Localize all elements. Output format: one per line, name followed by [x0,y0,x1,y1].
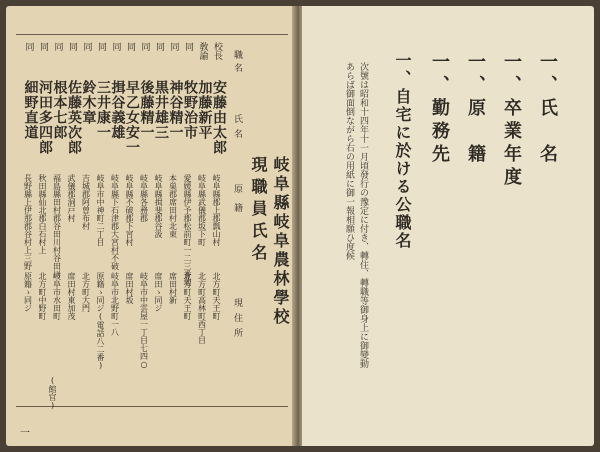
staff-residence: 原籍ゝ同ジ [23,272,33,312]
staff-residence: 席田ゝ同ジ [154,272,163,312]
staff-name: 三井康一 [95,80,111,140]
paren-note: (館官) [48,376,57,410]
staff-origin: 岐阜縣各務郡 [139,174,149,222]
staff-residence: 岐阜市中雲屋一丁目七四○ [139,272,149,369]
staff-title: 同 [81,42,92,51]
note-line-2: あらば御面倒ながら右の用紙に御一報相願ひ度候 [344,62,354,260]
staff-name: 安藤由太郎 [211,80,227,155]
staff-name: 根本七郎 [51,80,68,140]
staff-title: 同 [125,42,135,51]
staff-title: 同 [139,42,150,51]
staff-title: 同 [154,42,164,51]
staff-title: 同 [168,42,179,51]
staff-origin: 岐阜縣郡上郡瓢山村 [212,174,221,246]
staff-title: 同 [38,42,48,51]
staff-origin: 本巣郡席田村北東 [168,174,178,238]
header-name: 氏名 [232,114,242,144]
staff-origin: 岐阜縣武儀郡坂下町 [197,174,207,246]
header-role: 職名 [232,50,242,76]
staff-origin: 岐阜縣揖斐郡谷汲 [154,174,163,238]
staff-title: 同 [96,42,106,51]
staff-origin: 吉城郡阿曽布村 [81,174,91,230]
staff-origin: 岐阜縣不破郡下宮村 [125,174,134,246]
section-title: 現職員氏名 [249,156,268,266]
staff-origin: 長野縣上伊那郡谷村上三野 [23,174,33,270]
staff-origin: 福島縣田村郡谷田川村谷田川 [52,174,62,278]
staff-name: 牧野治市 [182,80,198,140]
staff-residence: 北方町中野町 [38,272,47,320]
staff-residence: 北方町天王町 [183,272,192,320]
staff-residence: 北方町天王町 [212,272,221,320]
staff-residence: 北方町大門 [81,272,91,312]
staff-name: 鈴木章 [80,80,97,125]
staff-name: 後藤精一 [138,80,155,140]
staff-name: 佐藤英次郎 [66,80,82,155]
staff-residence: 席田村新 [168,272,178,304]
staff-title: 同 [23,42,34,51]
staff-name: 神谷精一 [167,80,184,140]
form-field-name: 一、氏 名 [537,52,558,167]
staff-name: 早乙女安一 [124,80,140,155]
staff-residence: 原籍ゝ同ジ(電話八二番) [96,272,105,370]
staff-title: 校長 [212,42,222,60]
header-residence: 現住所 [232,298,242,343]
staff-origin: 岐阜縣下石津郡大宮村不破 [110,174,120,270]
right-page [302,6,594,446]
form-field-origin: 一、原 籍 [465,52,486,167]
form-field-graduation-year: 一、卒業年度 [501,52,522,190]
staff-title: 同 [110,42,121,51]
staff-name: 揖谷義雄 [109,80,126,140]
staff-name: 加藤新平 [196,80,213,140]
form-field-workplace: 一、勤務先 [429,52,450,167]
page-number: 一 [20,428,30,439]
staff-title: 同 [67,42,77,51]
staff-title: 同 [183,42,193,51]
staff-name: 河田多四郎 [37,80,53,155]
staff-residence: 北方町高林町西丁目 [197,272,207,344]
staff-name: 黒井雄三 [153,80,169,140]
staff-residence: 席田村坂 [125,272,134,304]
staff-origin: 武儀郡洞戸村 [67,174,76,222]
staff-origin: 秋田縣仙北郡白石村上 [38,174,47,254]
staff-name: 細野直道 [22,80,39,140]
staff-residence: 岐阜市北野町一八 [110,272,120,336]
staff-origin: 岐阜市中神町二丁目 [96,174,105,246]
staff-title: 同 [52,42,63,51]
top-rule [16,34,288,35]
header-origin: 原籍 [232,184,242,222]
staff-origin: 愛媛縣伊予郡松前町一二三番地 [183,174,192,286]
left-page [6,6,298,446]
form-field-public-office: 一、自宅に於ける公職名 [393,52,412,250]
note-line-1: 次號は昭和十四年十一月頃發行の豫定に付き、轉住、轉職等御身上に御變動 [358,62,368,368]
school-name: 岐阜縣岐阜農林學校 [271,156,290,327]
staff-residence: 席田村東加茂 [67,272,76,320]
staff-title: 敎諭 [197,42,208,60]
staff-residence: 岐阜市水田町 [52,272,62,320]
